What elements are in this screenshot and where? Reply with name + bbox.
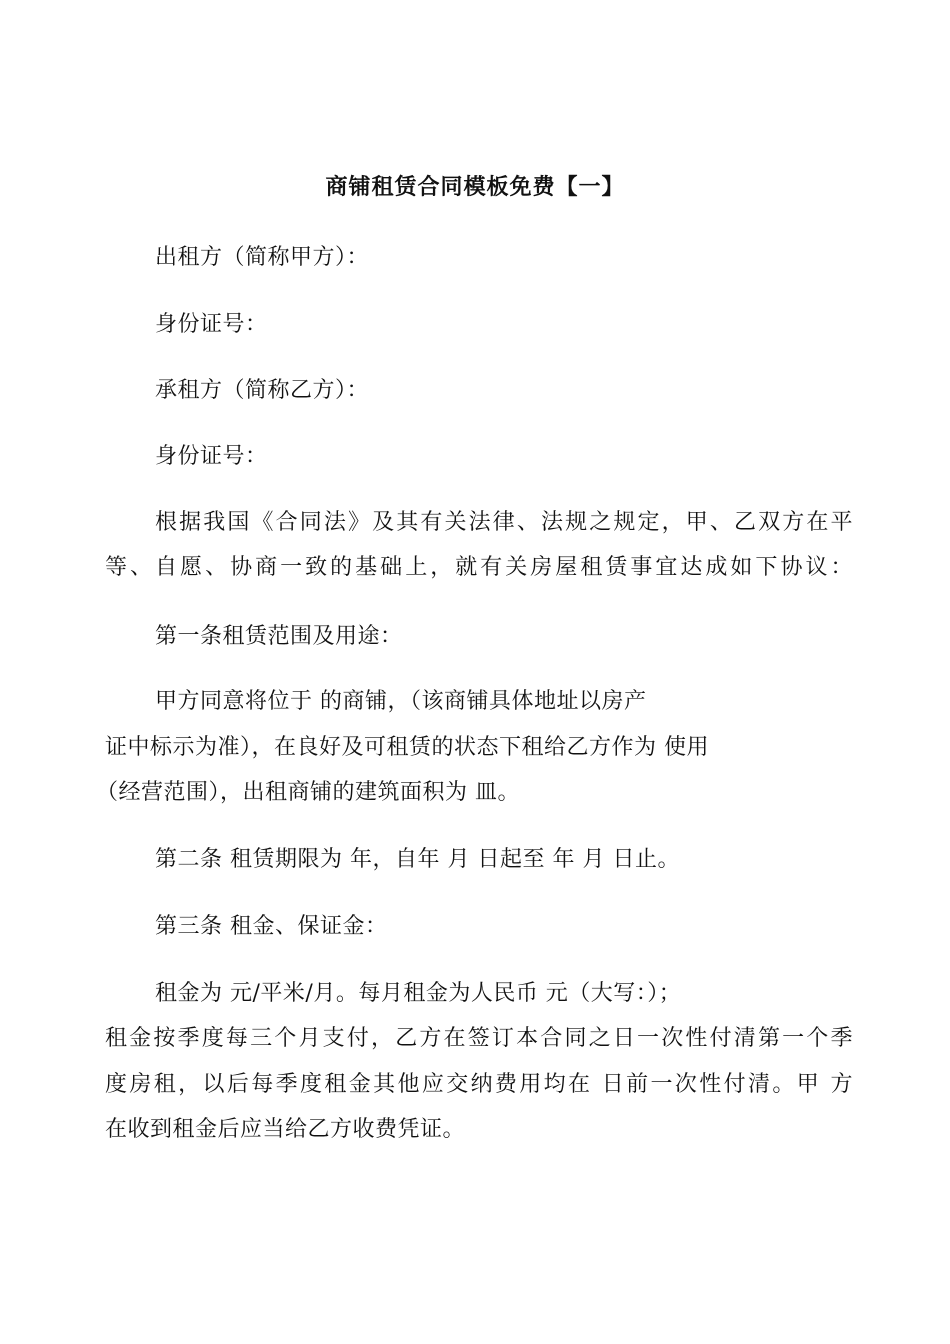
article3-line-4: 在收到租金后应当给乙方收费凭证。 — [105, 1117, 466, 1142]
article3-line-3: 度房租，以后每季度租金其他应交纳费用均在 日前一次性付清。甲 方 — [105, 1072, 853, 1097]
document-title: 商铺租赁合同模板免费【一】 — [325, 175, 625, 200]
article1-line-3: （经营范围），出租商铺的建筑面积为 皿。 — [96, 780, 520, 805]
article2-line: 第二条 租赁期限为 年，自年 月 日起至 年 月 日止。 — [155, 847, 680, 872]
lessee-line: 承租方（简称乙方）： — [155, 378, 370, 403]
article1-line-2: 证中标示为准），在良好及可租赁的状态下租给乙方作为 使用 — [105, 735, 709, 760]
article1-title: 第一条租赁范围及用途： — [155, 624, 403, 649]
lessor-id-line: 身份证号： — [155, 312, 268, 337]
preamble-line-2: 等、自愿、协商一致的基础上，就有关房屋租赁事宜达成如下协议： — [105, 555, 853, 580]
article3-line-1: 租金为 元/平米/月。每月租金为人民币 元（大写：）； — [155, 981, 682, 1006]
article3-line-2: 租金按季度每三个月支付，乙方在签订本合同之日一次性付清第一个季 — [105, 1026, 853, 1051]
article1-line-1: 甲方同意将位于 的商铺，（该商铺具体地址以房产 — [155, 689, 647, 714]
lessee-id-line: 身份证号： — [155, 444, 268, 469]
preamble-line-1: 根据我国《合同法》及其有关法律、法规之规定，甲、乙双方在平 — [155, 510, 853, 535]
article3-title: 第三条 租金、保证金： — [155, 914, 388, 939]
lessor-line: 出租方（简称甲方）： — [155, 245, 370, 270]
